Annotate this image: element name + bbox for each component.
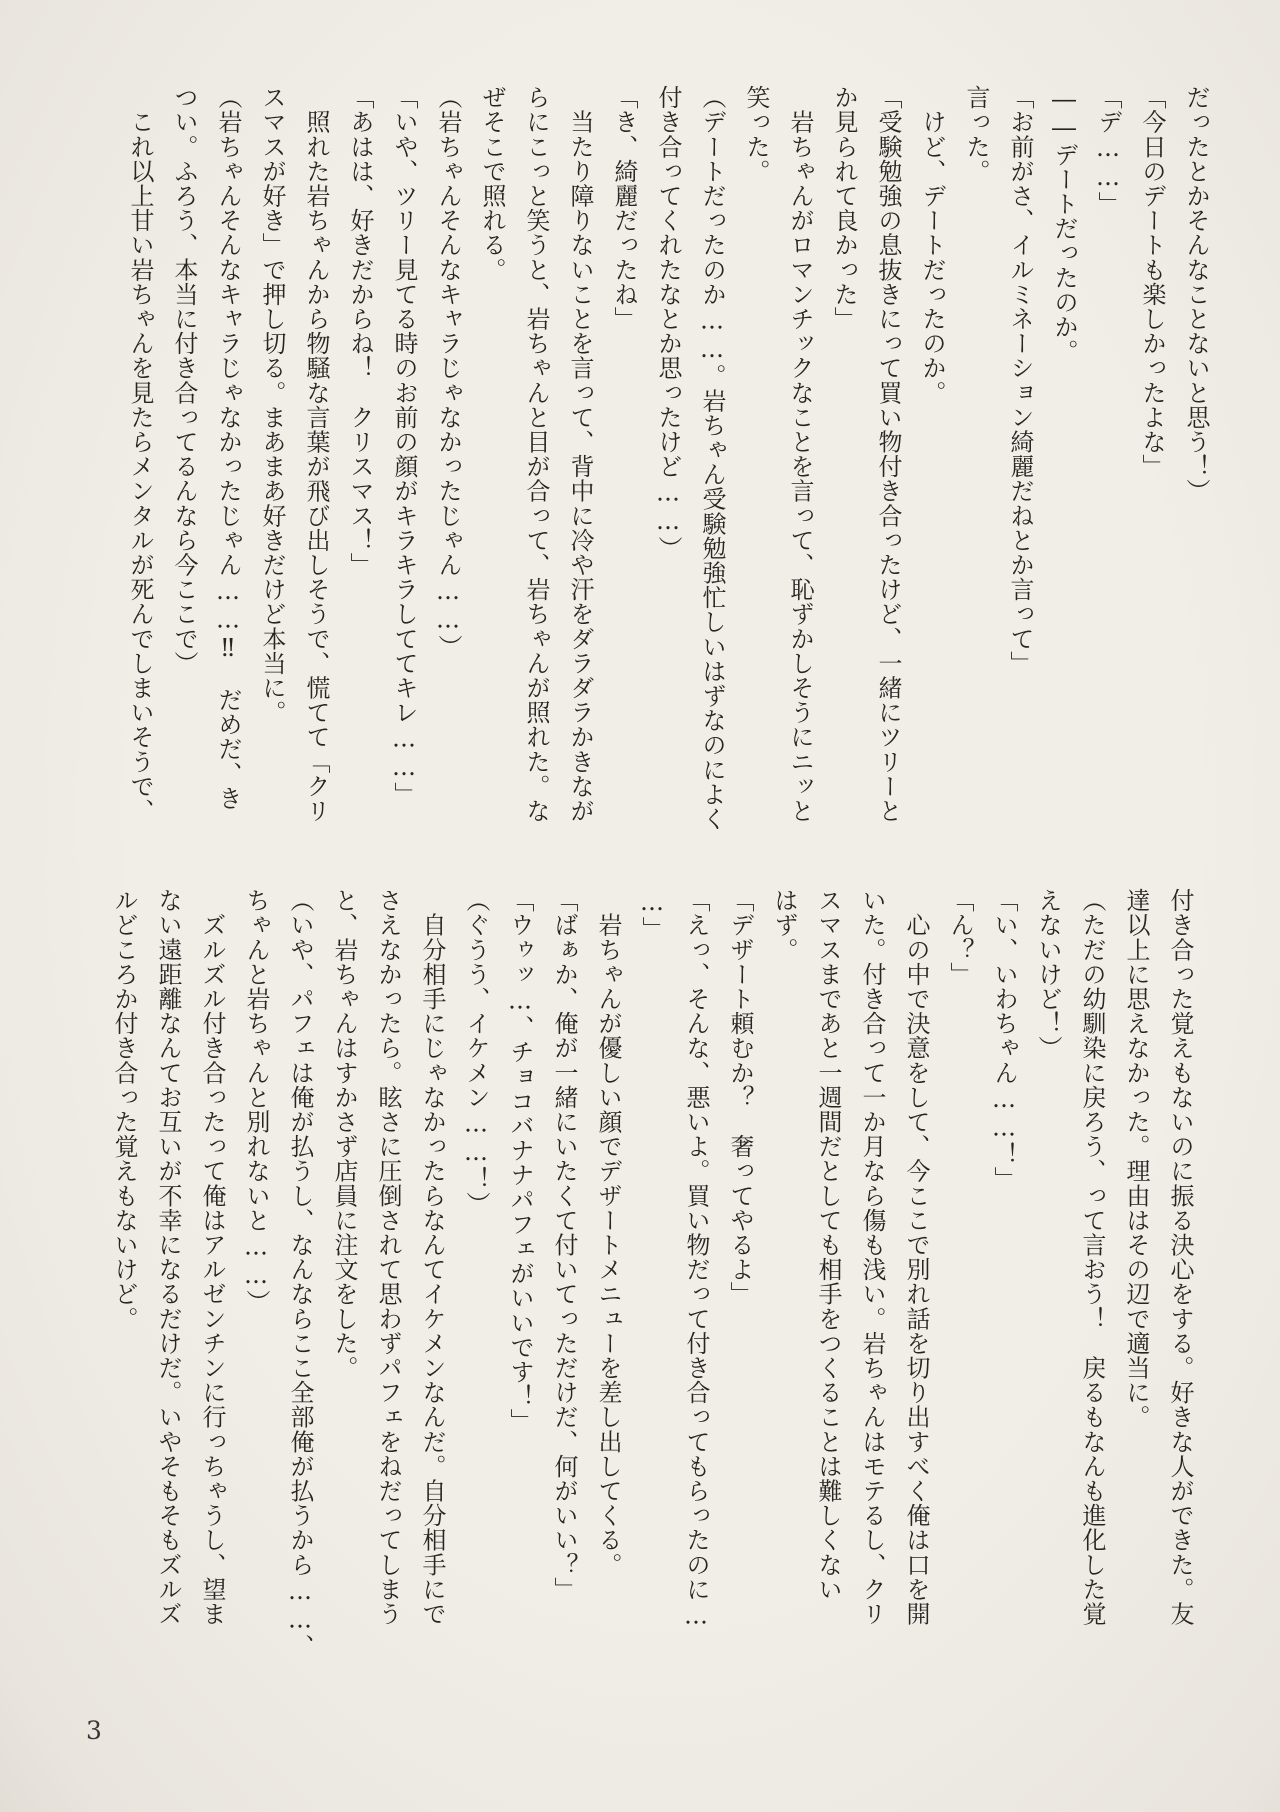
text-line: 言った。 [962,85,990,184]
text-line: 付き合ってくれたなとか思ったけど……） [654,85,682,561]
text-line: 心の中で決意をして、今ここで別れ話を切り出すべく俺は口を開 [902,888,930,1626]
text-line: これ以上甘い岩ちゃんを見たらメンタルが死んでしまいそうで、 [126,85,154,823]
text-line: だったとかそんなことないと思う！） [1182,85,1210,504]
text-line: 当たり障りないことを言って、背中に冷や汗をダラダラかきなが [566,85,594,823]
text-line: 「ばぁか、俺が一緒にいたくて付いてっただけだ、何がいい？」 [550,888,578,1602]
text-line: 照れた岩ちゃんから物騒な言葉が飛び出しそうで、慌てて「クリ [302,85,330,823]
text-line: 岩ちゃんが優しい顔でデザートメニューを差し出してくる。 [594,888,622,1577]
text-line: （デートだったのか……。岩ちゃん受験勉強忙しいはずなのによく [698,85,726,831]
text-line: 「受験勉強の息抜きにって買い物付き合ったけど、一緒にツリーと [874,85,902,823]
text-line: らにこっと笑うと、岩ちゃんと目が合って、岩ちゃんが照れた。な [522,85,550,823]
text-block-bottom [102,888,1202,1663]
text-line: 「お前がさ、イルミネーション綺麗だねとか言って」 [1006,85,1034,676]
text-line: 「あはは、好きだからね！ クリスマス！」 [346,85,374,577]
text-line: …」 [638,888,666,942]
text-line: けど、デートだったのか。 [918,85,946,405]
text-line: か見られて良かった」 [830,85,858,331]
text-line: 「今日のデートも楽しかったよな」 [1138,85,1166,479]
text-line: 「い、いわちゃん……！」 [990,888,1018,1192]
text-line: 「デザート頼むか？ 奢ってやるよ」 [726,888,754,1307]
text-line: ズルズル付き合ったって俺はアルゼンチンに行っちゃうし、望ま [198,888,226,1626]
text-line: 「ん？」 [946,888,974,987]
text-line: いた。付き合って一か月なら傷も浅い。岩ちゃんはモテるし、クリ [858,888,886,1626]
text-line: 達以上に思えなかった。理由はその辺で適当に。 [1122,888,1150,1430]
text-line: 「デ……」 [1094,85,1122,216]
text-line: はず。 [770,888,798,962]
text-line: スマスが好き」で押し切る。まあまあ好きだけど本当に。 [258,85,286,725]
text-line: 「えっ、そんな、悪いよ。買い物だって付き合ってもらったのに… [682,888,710,1630]
text-line: と、岩ちゃんはすかさず店員に注文をした。 [330,888,358,1380]
text-line: ぜそこで照れる。 [478,85,506,282]
text-line: 笑った。 [742,85,770,184]
text-line: （岩ちゃんそんなキャラじゃなかったじゃん……） [434,85,462,659]
text-line: （ただの幼馴染に戻ろう、って言おう！ 戻るもなんも進化した覚 [1078,888,1106,1626]
text-line: 自分相手にじゃなかったらなんてイケメンなんだ。自分相手にで [418,888,446,1626]
text-line: 付き合った覚えもないのに振る決心をする。好きな人ができた。友 [1166,888,1194,1626]
text-line: スマスまであと一週間だとしても相手をつくることは難しくない [814,888,842,1602]
text-block-top [118,85,1218,857]
text-line: さえなかったら。眩さに圧倒されて思わずパフェをねだってしまう [374,888,402,1626]
text-line: 岩ちゃんがロマンチックなことを言って、恥ずかしそうにニッと [786,85,814,823]
page-number: 3 [86,1716,102,1745]
text-line: つい。ふろう、本当に付き合ってるんなら今ここで） [170,85,198,676]
text-line: ちゃんと岩ちゃんと別れないと……） [242,888,270,1315]
text-line: ――デートだったのか。 [1050,85,1078,364]
text-line: 「ウゥッ…、チョコバナナパフェがいいです！」 [506,888,534,1434]
text-line: ない遠距離なんてお互いが不幸になるだけだ。いやそもそもズルズ [154,888,182,1626]
text-line: 「き、綺麗だったね」 [610,85,638,331]
text-line: （岩ちゃんそんなキャラじゃなかったじゃん……‼ だめだ、き [214,85,242,811]
text-line: （ぐうう、イケメン……！） [462,888,490,1216]
text-line: 「いや、ツリー見てる時のお前の顔がキラキラしててキレ……」 [390,85,418,807]
text-line: えないけど！） [1034,888,1062,1061]
text-line: （いや、パフェは俺が払うし、なんならここ全部俺が払うから……、 [286,888,314,1659]
text-line: ルどころか付き合った覚えもないけど。 [110,888,138,1331]
